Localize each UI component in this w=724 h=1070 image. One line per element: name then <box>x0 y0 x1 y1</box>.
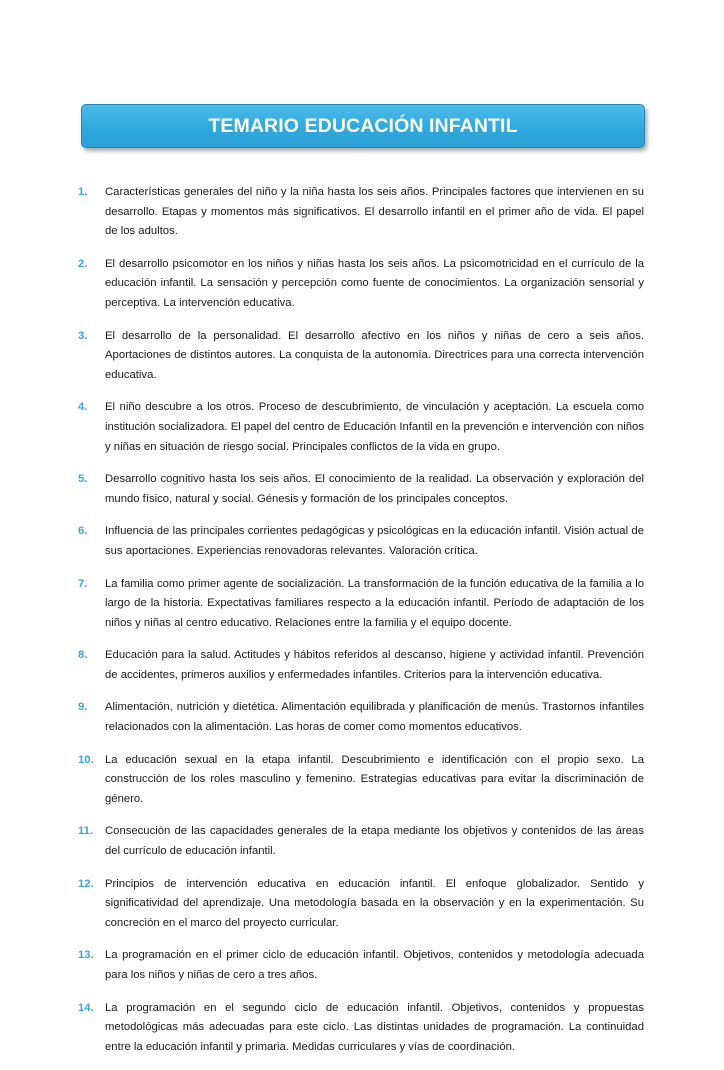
topic-number: 1. <box>78 186 88 198</box>
topic-number: 12. <box>78 877 94 890</box>
list-item <box>78 646 644 685</box>
topic-number: 7. <box>78 577 88 590</box>
list-item <box>78 751 644 810</box>
topic-text: La programación en el segundo ciclo de educación infantil. Objetivos, contenidos y propuestas metodológicas más adecuadas para este ciclo. Las distintas unidades de programación. La continuidad entre la educación infantil y primaria. Medidas curriculares y vías de coordinación. <box>105 1001 644 1053</box>
topic-text: Principios de intervención educativa en educación infantil. El enfoque globalizador. Sentido y significatividad del aprendizaje. Una metodología basada en la observación y en la experimentación. Su concreción en el marco del proyecto curricular. <box>105 877 644 929</box>
topic-text: Características generales del niño y la niña hasta los seis años. Principales factores que intervienen en su desarrollo. Etapas y momentos más significativos. El desarrollo infantil en el primer año de vida. El papel de los adultos. <box>105 186 644 238</box>
topic-number: 6. <box>78 525 88 538</box>
topic-number: 11. <box>78 825 94 838</box>
topic-text: El desarrollo de la personalidad. El desarrollo afectivo en los niños y niñas de cero a seis años. Aportaciones de distintos autores. La conquista de la autonomía. Directrices para una correcta intervención educativa. <box>105 329 644 381</box>
topic-text: El desarrollo psicomotor en los niños y niñas hasta los seis años. La psicomotricidad en el currículo de la educación infantil. La sensación y percepción como fuente de conocimientos. La organización sensorial y perceptiva. La intervención educativa. <box>105 257 644 309</box>
topic-number: 3. <box>78 329 88 342</box>
list-item <box>78 698 644 737</box>
list-item <box>78 946 644 985</box>
topic-text: Influencia de las principales corrientes pedagógicas y psicológicas en la educación infantil. Visión actual de sus aportaciones. Experiencias renovadoras relevantes. Valoración crítica. <box>105 525 644 557</box>
topic-text: Educación para la salud. Actitudes y hábitos referidos al descanso, higiene y actividad infantil. Prevención de accidentes, primeros auxilios y enfermedades infantiles. Criterios para la intervención educativa. <box>105 649 644 681</box>
list-item <box>78 822 644 861</box>
topic-text: La programación en el primer ciclo de educación infantil. Objetivos, contenidos y metodología adecuada para los niños y niñas de cero a tres años. <box>105 949 644 981</box>
topic-number: 5. <box>78 473 88 486</box>
topic-number: 4. <box>78 401 88 414</box>
topic-number: 9. <box>78 701 88 714</box>
topic-number: 14. <box>78 1001 94 1014</box>
page-title: TEMARIO EDUCACIÓN INFANTIL <box>208 114 518 137</box>
topic-text: La familia como primer agente de socialización. La transformación de la función educativa de la familia a lo largo de la historia. Expectativas familiares respecto a la educación infantil. Período de adaptación de los niños y niñas al centro educativo. Relaciones entre la familia y el equipo docente. <box>105 577 644 629</box>
list-item <box>78 875 644 934</box>
topic-number: 13. <box>78 949 94 962</box>
list-item <box>78 183 644 242</box>
topic-text: La educación sexual en la etapa infantil. Descubrimiento e identificación con el propio sexo. La construcción de los roles masculino y femenino. Estrategias educativas para evitar la discriminación de género. <box>105 753 644 805</box>
topic-number: 10. <box>78 753 94 766</box>
list-item <box>78 398 644 457</box>
topic-text: El niño descubre a los otros. Proceso de descubrimiento, de vinculación y aceptación. La escuela como institución socializadora. El papel del centro de Educación Infantil en la prevención e intervención con niños y niñas en situación de riesgo social. Principales conflictos de la vida en grupo. <box>105 401 644 453</box>
title-banner <box>81 104 645 148</box>
list-item <box>78 327 644 386</box>
topic-number: 8. <box>78 649 88 662</box>
list-item <box>78 522 644 561</box>
topic-number: 2. <box>78 257 88 270</box>
list-item <box>78 575 644 634</box>
topic-text: Desarrollo cognitivo hasta los seis años. El conocimiento de la realidad. La observación y exploración del mundo físico, natural y social. Génesis y formación de los principales conceptos. <box>105 473 644 505</box>
topic-list <box>78 183 644 1070</box>
list-item <box>78 470 644 509</box>
topic-text: Alimentación, nutrición y dietética. Alimentación equilibrada y planificación de menús. Trastornos infantiles relacionados con la alimentación. Las horas de comer como momentos educativos. <box>105 701 644 734</box>
list-item <box>78 255 644 314</box>
topic-text: Consecución de las capacidades generales de la etapa mediante los objetivos y contenidos de las áreas del currículo de educación infantil. <box>105 825 644 858</box>
list-item <box>78 999 644 1058</box>
